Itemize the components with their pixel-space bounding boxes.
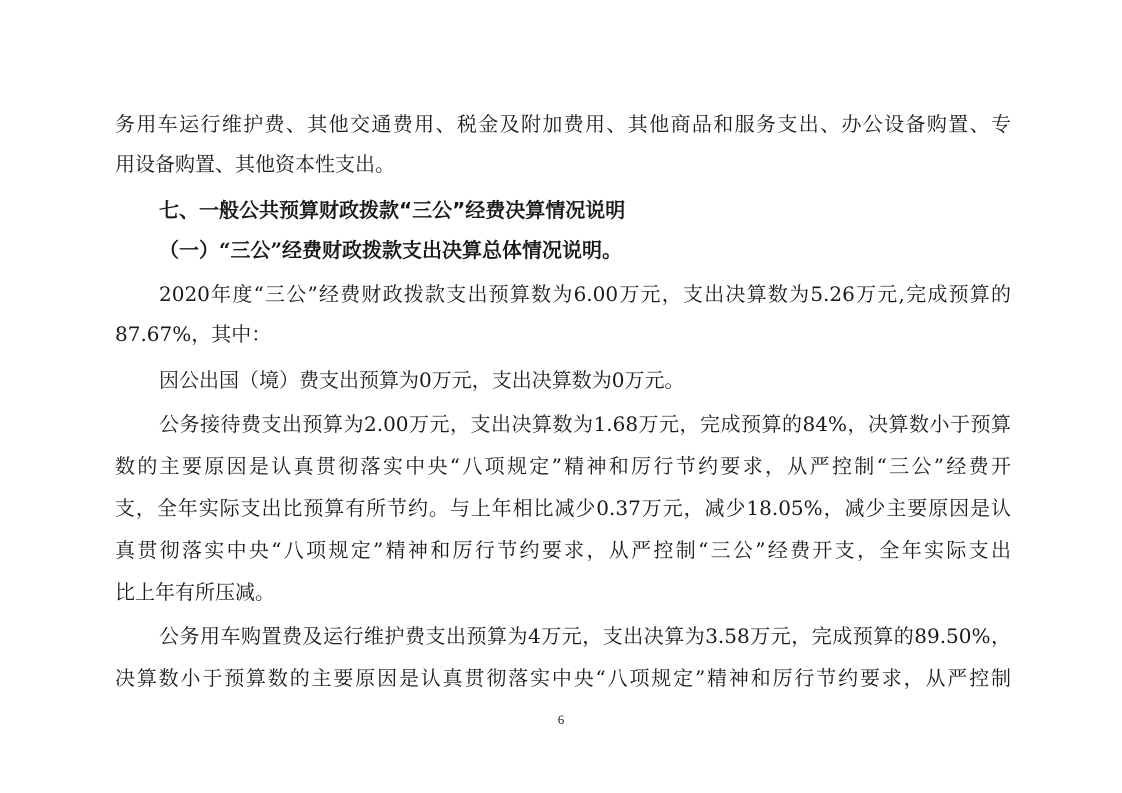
- paragraph-line: 公务接待费支出预算为2.00万元，支出决算数为1.68万元，完成预算的84%，决算数小于预算: [159, 412, 1011, 436]
- paragraph-line: 真贯彻落实中央“八项规定”精神和厉行节约要求，从严控制“三公”经费开支，全年实际支出: [115, 538, 1011, 562]
- section-heading: 七、一般公共预算财政拨款“三公”经费决算情况说明: [159, 198, 626, 222]
- page-number: 6: [557, 712, 565, 727]
- paragraph-line: 支，全年实际支出比预算有所节约。与上年相比减少0.37万元，减少18.05%，减少主要原因是认: [115, 496, 1011, 520]
- paragraph-line: 务用车运行维护费、其他交通费用、税金及附加费用、其他商品和服务支出、办公设备购置、专: [115, 112, 1011, 136]
- paragraph-line: 因公出国（境）费支出预算为0万元，支出决算数为0万元。: [159, 368, 685, 392]
- paragraph-line: 2020年度“三公”经费财政拨款支出预算数为6.00万元，支出决算数为5.26万元,完成预算的: [159, 282, 1011, 306]
- paragraph-line: 决算数小于预算数的主要原因是认真贯彻落实中央“八项规定”精神和厉行节约要求，从严控制: [115, 666, 1011, 690]
- paragraph-line: 比上年有所压减。: [115, 580, 275, 604]
- paragraph-line: 数的主要原因是认真贯彻落实中央“八项规定”精神和厉行节约要求，从严控制“三公”经费开: [115, 454, 1011, 478]
- subsection-heading: （一）“三公”经费财政拨款支出决算总体情况说明。: [159, 238, 623, 262]
- paragraph-line: 公务用车购置费及运行维护费支出预算为4万元，支出决算为3.58万元，完成预算的89.50%，: [159, 624, 1011, 648]
- paragraph-line: 用设备购置、其他资本性支出。: [115, 152, 395, 176]
- paragraph-line: 87.67%，其中：: [115, 322, 272, 346]
